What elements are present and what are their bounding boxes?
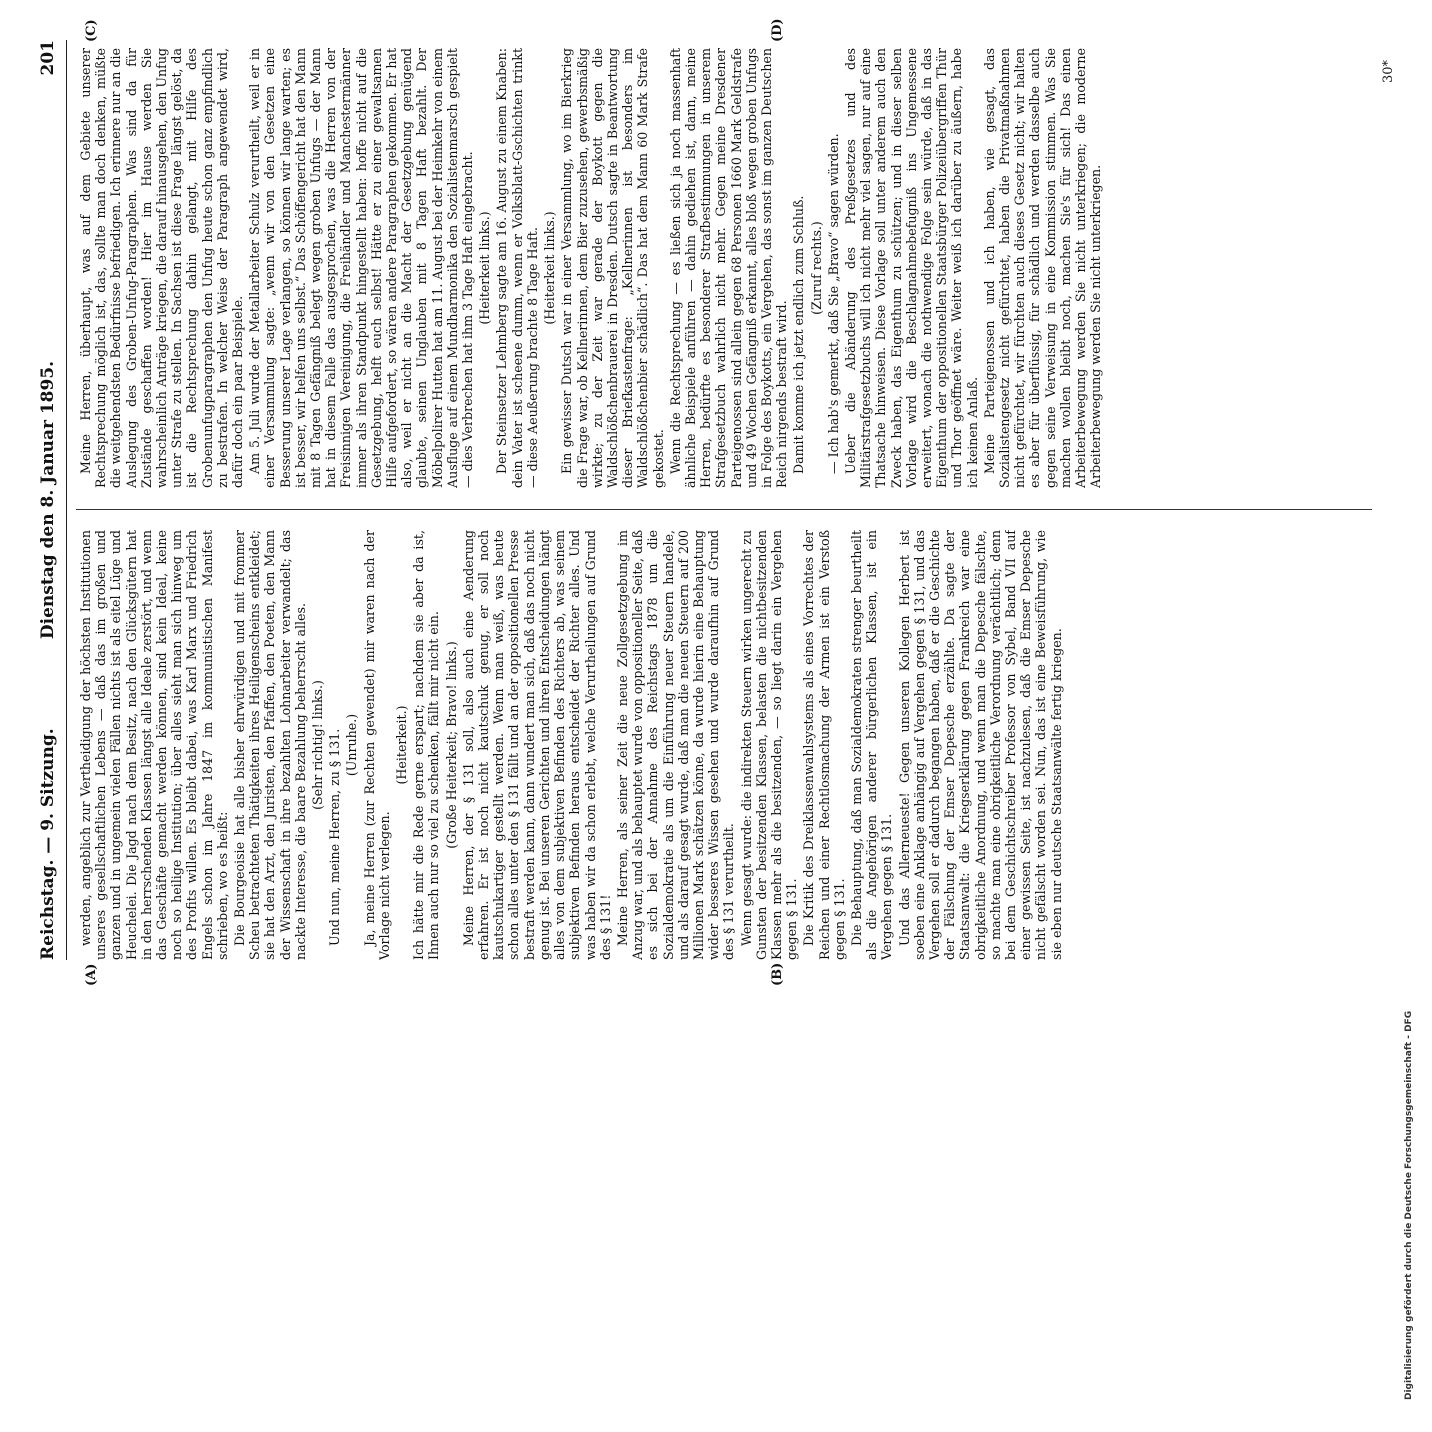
paragraph: Ueber die Abänderung des Preßgesetzes und des Militärstrafgesetzbuchs will ich nicht mehr viel sagen, nur auf eine Thatsache hinweisen. Diese Vorlage soll unter anderem auch den Zweck haben, das Eigenthum zu schützen; und in dieser selben Vorlage wird die Beschlagnahmebefugniß ins Ungemessene erweitert, wonach die nothwendige Folge sein würde, daß in das Eigenthum der oppositionellen Staatsbürger Polizeiübergriffen Thür und Thor geöffnet wäre. Weiter weiß ich darüber zu äußern, habe ich keinen Anlaß.	[842, 48, 980, 488]
dfg-credit-text: Digitalisierung gefördert durch die Deutsche Forschungsgemeinschaft - DFG	[1404, 1010, 1414, 1400]
paragraph: Der Steinsetzer Lehmberg sagte am 16. August zu einem Knaben: dein Vater ist scheene dumm, wenn er Volksblatt-Gschichten trinkt — diese Aeußerung brachte 8 Tage Haft.	[494, 48, 540, 488]
paragraph: Die Bourgeoisie hat alle bisher ehrwürdigen und mit frommer Scheu betrachteten Thätigkeiten ihres Heiligenscheins entkleidet; sie hat den Arzt, den Juristen, den Pfaffen, den Poeten, den Mann der Wissenschaft in ihre bezahlten Lohnarbeiter verwandelt; das nackte Interesse, die baare Bezahlung beherrscht alles.	[232, 530, 308, 960]
paragraph: Wenn die Rechtsprechung — es ließen sich ja noch massenhaft ähnliche Beispiele anführen — dahin gediehen ist, dann, meine Herren, bedürfte es besonderer Strafbestimmungen in unserem Strafgesetzbuch wahrlich nicht mehr. Gegen meine Dresdener Parteigenossen sind allein gegen 68 Personen 1660 Mark Geldstrafe und 49 Wochen Gefängniß erkannt, alles bloß wegen groben Unfugs in Folge des Boykotts, ein Vergehen, das sonst im ganzen Deutschen Reich nirgends bestraft wird.	[667, 48, 790, 488]
paragraph: Und nun, meine Herren, zu § 131.	[327, 728, 343, 946]
paragraph: Ein gewisser Dutsch war in einer Versammlung, wo im Bierkrieg die Frage war, ob Kellnerinnen, dem Bier zuzusehen, gewerbsmäßig wirkte; zu der Zeit war gerade der Boykott gegen die Waldschlößchenbrauerei in Dresden. Dutsch sagte in Beantwortung dieser Briefkastenfrage: „Kellnerinnen ist besonders im Waldschlößchenbier schädlich“. Das hat dem Mann 60 Mark Strafe gekostet.	[559, 48, 666, 488]
margin-marker-d: (D)	[770, 18, 785, 42]
left-text-column	[78, 530, 1372, 960]
paragraph: Ich hätte mir die Rede gerne erspart; nachdem sie aber da ist, Ihnen auch nur so viel zu schenken, fällt mir nicht ein.	[411, 530, 442, 960]
paragraph: Meine Herren, der § 131 soll, also auch eine Aenderung erfahren. Er ist noch nicht kautschuk genug, er soll noch kautschukartiger gestellt werden. Wenn man weiß, was heute schon alles unter den § 131 fällt und an der oppositionellen Presse bestraft werden kann, dann wundert man sich, daß das noch nicht genug ist. Bei unseren Gerichten und ihren Entscheidungen hängt alles von dem subjektiven Befinden des Richters ab, was seinem subjektiven Befinden heraus entscheidet der Richter alles. Und was haben wir da schon erlebt, welche Verurtheilungen auf Grund des § 131!	[460, 530, 613, 960]
page-header	[36, 40, 67, 960]
column-divider	[76, 509, 1372, 510]
interjection: (Unruhe.)	[344, 713, 360, 777]
margin-marker-b: (B)	[770, 962, 785, 986]
signature-mark: 30*	[1381, 60, 1396, 84]
header-title: Reichstag. — 9. Sitzung.	[38, 728, 58, 960]
interjection: (Heiterkeit links.)	[542, 211, 558, 325]
paragraph: Am 5. Juli wurde der Metallarbeiter Schulz verurtheilt, weil er in einer Versammlung sagte: „wenn wir von den Gesetzen eine Besserung unserer Lage verlangen, so können wir lange warten; es ist besser, wir helfen uns selbst.“ Das Schöffengericht hat den Mann mit 8 Tagen Gefängniß belegt wegen groben Unfugs — der Mann hat in diesem Falle das ausgesprochen, was die Herren von der Freisinnigen Vereinigung, die Freihändler und Manchestermänner immer als ihren Standpunkt hingestellt haben: hoffe nicht auf die Gesetzgebung, helft euch selbst! Hätte er zu einer gewaltsamen Hilfe aufgefordert, so wären andere Paragraphen gekommen. Er hat also, weil er nicht an die Macht der Gesetzgebung genügend glaubte, seinen Unglauben mit 8 Tagen Haft bezahlt. Der Möbelpolirer Hutten hat am 11. August bei der Heimkehr von einem Ausfluge auf einem Mundharmonika den Sozialistenmarsch gespielt — dies Verbrechen hat ihm 3 Tage Haft eingebracht.	[247, 48, 476, 488]
paragraph: Meine Herren, als seiner Zeit die neue Zollgesetzgebung im Anzug war, und als behauptet wurde von oppositioneller Seite, daß es sich bei der Annahme des Reichstags 1878 um die Sozialdemokratie als um die Einführung neuer Steuern handele, und als darauf gesagt wurde, daß man die neuen Steuern auf 200 Millionen Mark schätzen könne, da wurde hierin eine Behauptung wider besseres Wissen gesehen und wurde daraufhin auf Grund des § 131 verurtheilt.	[614, 530, 737, 960]
paragraph: Ja, meine Herren (zur Rechten gewendet) mir waren nach der Vorlage nicht verlegen.	[361, 530, 392, 960]
paragraph: Die Behauptung, daß man Sozialdemokraten strenger beurtheilt als die Angehörigen anderer bürgerlichen Klassen, ist ein Vergehen gegen § 131.	[848, 530, 895, 960]
interjection: (Große Heiterkeit; Bravo! links.)	[443, 641, 459, 849]
paragraph: Wenn gesagt wurde: die indirekten Steuern wirken ungerecht zu Gunsten der besitzenden Klassen, belasten die nichtbesitzenden Klassen mehr als die besitzenden, — so liegt darin ein Vergehen gegen § 131.	[738, 530, 800, 960]
right-text-column	[78, 48, 1372, 488]
page-number: 201	[38, 40, 58, 76]
margin-marker-a: (A)	[84, 963, 99, 986]
interjection: (Heiterkeit links.)	[477, 211, 493, 325]
paragraph: Die Kritik des Dreiklassenwahlsystems als eines Vorrechtes der Reichen und einer Rechtlosmachung der Armen ist ein Verstoß gegen § 131.	[801, 530, 847, 960]
margin-marker-c: (C)	[84, 19, 99, 42]
paragraph: Meine Herren, überhaupt, was auf dem Gebiete unserer Rechtsprechung möglich ist, das, sollte man doch denken, müßte die weitgehendsten Bedürfnisse befriedigen. Ich erinnere nur an die Auslegung des Groben-Unfug-Paragraphen. Was sind da für Zustände geschaffen worden! Hier im Hause werden Sie wahrscheinlich Anträge kriegen, die darauf hinausgehen, den Unfug unter Strafe zu stellen. In Sachsen ist diese Frage längst gelöst, da ist die Rechtsprechung dahin gelangt, mit Hilfe des Grobenunfugparagraphen den Unfug heute schon ganz empfindlich zu bestrafen. In welcher Weise der Paragraph angewendet wird, dafür doch ein paar Beispiele.	[78, 48, 246, 488]
interjection: (Heiterkeit.)	[394, 705, 410, 785]
paragraph: Damit komme ich jetzt endlich zum Schluß.	[791, 195, 807, 474]
paragraph: Und das Allerneueste! Gegen unseren Kollegen Herbert ist soeben eine Anklage anhängig auf Vergehen gegen § 131, und das Vergehen soll er dadurch begangen haben, daß er die Geschichte der Fälschung der Emser Depesche erzählte. Da sagte der Staatsanwalt: die Kriegserklärung gegen Frankreich war eine obrigkeitliche Anordnung, und wenn man die Depesche fälschte, so machte man eine obrigkeitliche Verordnung verächtlich; denn bei dem Geschichtschreiber Professor von Sybel, Band VII auf einer gewissen Seite, ist nachzulesen, daß die Emser Depesche nicht gefälscht worden sei. Nun, das ist eine Beweisführung, wie sie eben nur deutsche Staatsanwälte fertig kriegen.	[896, 530, 1064, 960]
paragraph: werden, angeblich zur Vertheidigung der höchsten Institutionen unseres gesellschaftlichen Lebens — daß das im großen und ganzen und in ungemein vielen Fällen nichts ist als eitel Lüge und Heuchelei. Die Jagd nach dem Besitz, nach den Glücksgütern hat in den herrschenden Klassen längst alle Ideale zerstört, und wenn das Geschäfte gemacht werden können, sind kein Ideal, keine noch so heilige Institution; über alles sieht man sich hinweg um des Profits willen. Es bleibt dabei, was Karl Marx und Friedrich Engels schon im Jahre 1847 im kommunistischen Manifest schrieben, wo es heißt:	[78, 530, 230, 960]
paragraph: Meine Parteigenossen und ich haben, wie gesagt, das Sozialistengesetz nicht gefürchtet, haben die Privatmaßnahmen nicht gefürchtet, wir fürchten auch dieses Gesetz nicht; wir halten es aber für überflüssig, für schädlich und werden dasselbe auch gegen seine Verweisung in eine Kommission stimmen. Was Sie machen wollen bleibt noch, machen Sie's für sich! Das einen Arbeiterbewegung werden Sie nicht unterkriegen; die moderne Arbeiterbewegung werden Sie nicht unterkriegen.	[981, 48, 1104, 488]
header-date: Dienstag den 8. Januar 1895.	[38, 360, 58, 640]
interjection: (Zuruf rechts.)	[808, 221, 824, 315]
interjection: (Sehr richtig! links.)	[310, 680, 326, 810]
dfg-credit-sidebar	[1404, 0, 1426, 1432]
paragraph: — Ich hab's gemerkt, daß Sie „Bravo“ sagen würden.	[825, 133, 841, 474]
